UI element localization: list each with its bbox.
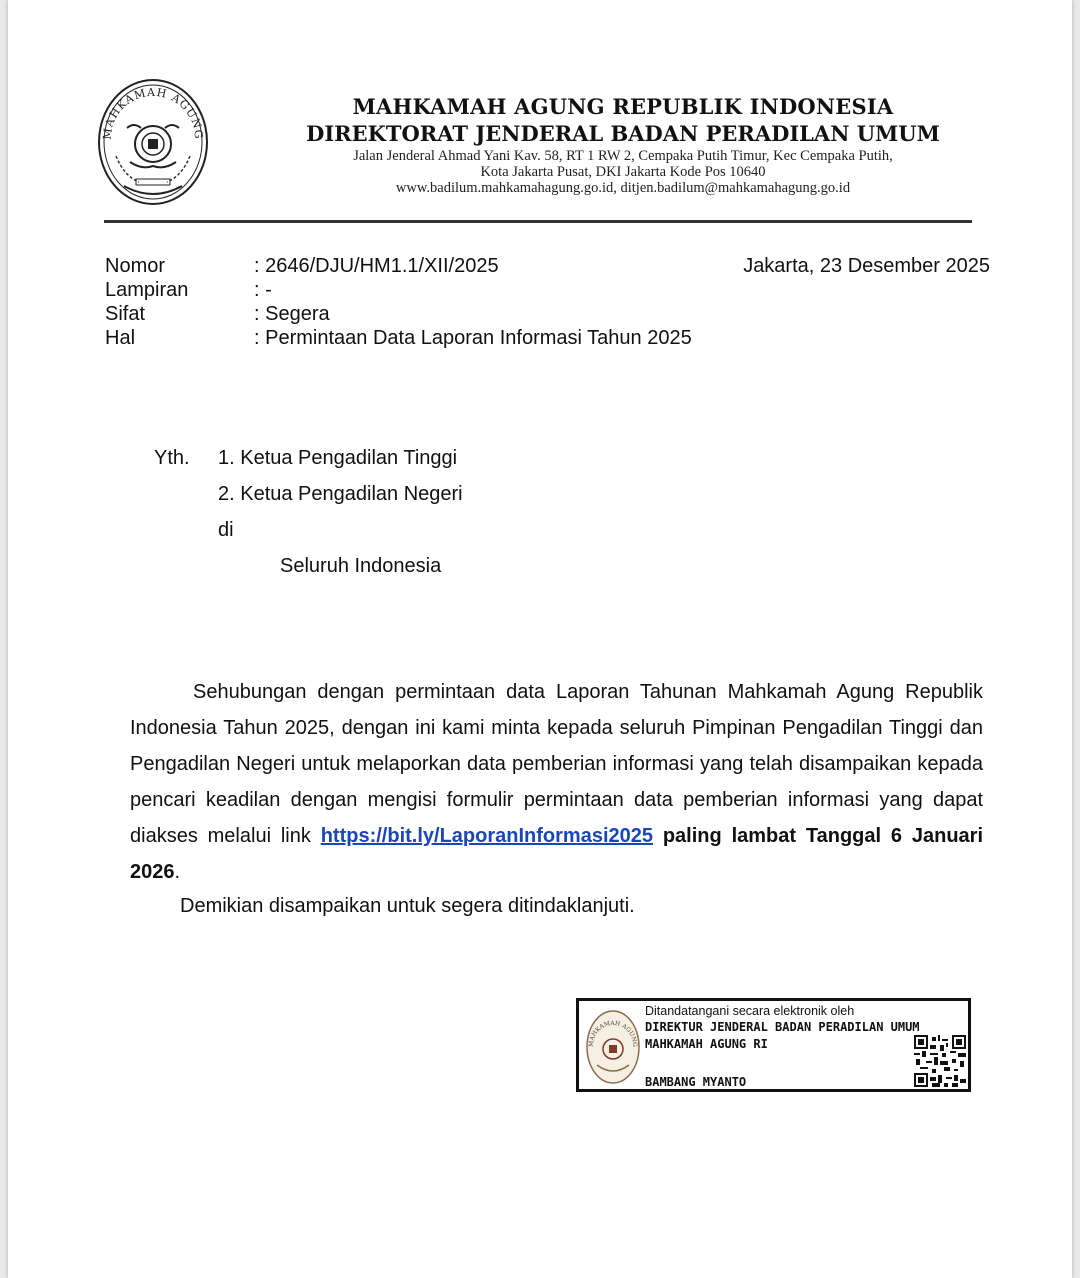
signature-seal-icon bbox=[585, 1005, 641, 1085]
yth-label: Yth. bbox=[154, 447, 190, 469]
signatory-title: DIREKTUR JENDERAL BADAN PERADILAN UMUM bbox=[645, 1020, 920, 1034]
electronic-signature-box bbox=[576, 998, 971, 1092]
qr-code-icon bbox=[914, 1035, 966, 1087]
address-line-1: Jalan Jenderal Ahmad Yani Kav. 58, RT 1 RW 2, Cempaka Putih Timur, Kec Cempaka Putih, bbox=[353, 148, 893, 164]
form-link[interactable]: https://bit.ly/LaporanInformasi2025 bbox=[320, 825, 653, 847]
svg-text:MAHKAMAH AGUNG: MAHKAMAH AGUNG bbox=[587, 1019, 639, 1048]
institution-name: MAHKAMAH AGUNG REPUBLIK INDONESIA bbox=[352, 94, 894, 119]
mahkamah-agung-seal-logo bbox=[94, 76, 212, 208]
addressee-di: di bbox=[218, 519, 234, 541]
nomor-label: Nomor bbox=[105, 255, 166, 277]
nomor-value: : 2646/DJU/HM1.1/XII/2025 bbox=[254, 255, 499, 277]
sifat-value: : Segera bbox=[254, 303, 330, 325]
sifat-label: Sifat bbox=[105, 303, 146, 325]
deadline-text: paling lambat Tanggal 6 Januari 2026 bbox=[130, 825, 983, 883]
directorate-name: DIREKTORAT JENDERAL BADAN PERADILAN UMUM bbox=[306, 121, 940, 146]
header-divider bbox=[104, 220, 972, 223]
address-line-2: Kota Jakarta Pusat, DKI Jakarta Kode Pos 10640 bbox=[480, 164, 766, 180]
signatory-institution: MAHKAMAH AGUNG RI bbox=[645, 1037, 768, 1051]
contact-line: www.badilum.mahkamahagung.go.id, ditjen.badilum@mahkamahagung.go.id bbox=[395, 180, 851, 196]
lampiran-value: : - bbox=[254, 279, 272, 301]
signatory-name: BAMBANG MYANTO bbox=[645, 1075, 747, 1089]
letter-date: Jakarta, 23 Desember 2025 bbox=[743, 255, 990, 277]
lampiran-label: Lampiran bbox=[105, 279, 189, 301]
letter-page bbox=[8, 0, 1072, 1278]
addressee-place: Seluruh Indonesia bbox=[280, 555, 442, 577]
body-end: . bbox=[174, 861, 181, 883]
body-text: Sehubungan dengan permintaan data Laporan Tahunan Mahkamah Agung Republik Indonesia Tahun 2025, dengan ini kami minta kepada seluruh Pimpinan Pengadilan Tinggi dan Pengadilan Negeri untuk melaporkan data pemberian informasi yang telah disampaikan kepada pencari keadilan dengan mengisi formulir permintaan data pemberian informasi yang dapat diakses melalui link bbox=[130, 681, 983, 847]
addressee-item-1: 1. Ketua Pengadilan Tinggi bbox=[218, 447, 458, 469]
hal-value: : Permintaan Data Laporan Informasi Tahun 2025 bbox=[254, 327, 692, 349]
signature-caption: Ditandatangani secara elektronik oleh bbox=[645, 1004, 855, 1018]
hal-label: Hal bbox=[105, 327, 136, 349]
body-paragraph bbox=[130, 674, 983, 890]
closing-sentence: Demikian disampaikan untuk segera ditindaklanjuti. bbox=[180, 895, 635, 917]
svg-text:MAHKAMAH AGUNG: MAHKAMAH AGUNG bbox=[100, 85, 206, 141]
addressee-item-2: 2. Ketua Pengadilan Negeri bbox=[218, 483, 463, 505]
